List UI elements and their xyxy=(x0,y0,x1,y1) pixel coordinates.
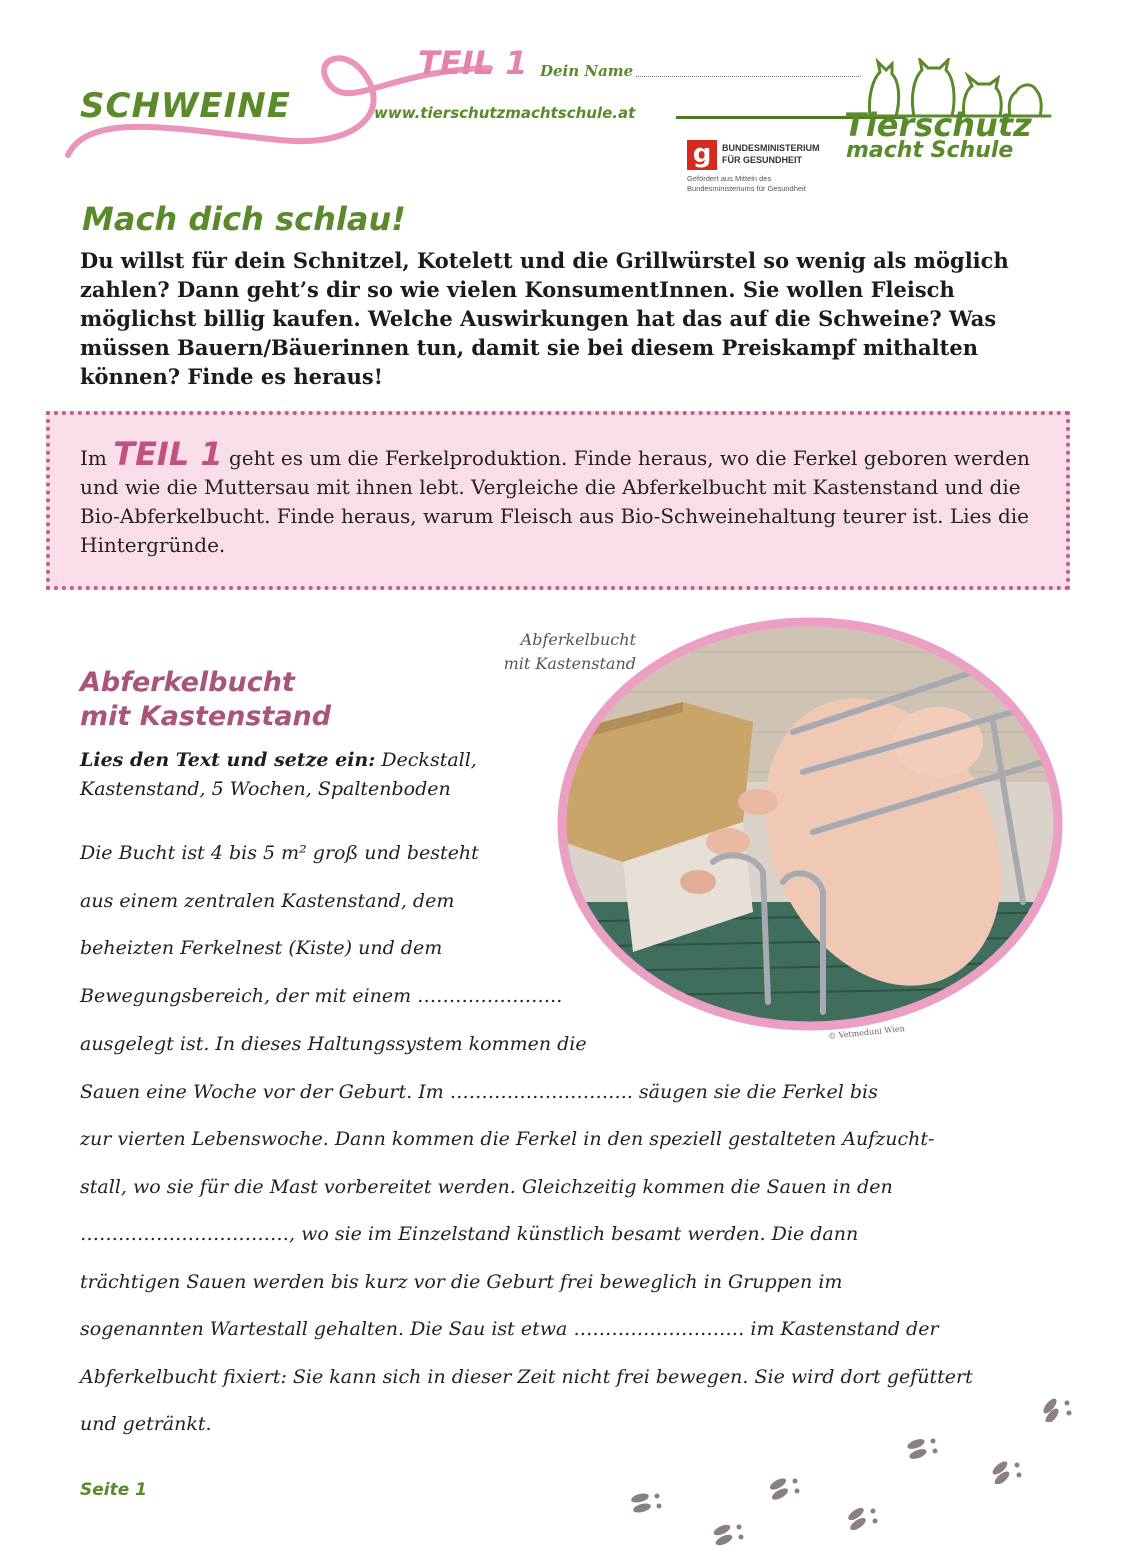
info-box-text: Im TEIL 1 geht es um die Ferkelproduktion. Finde heraus, wo die Ferkel geboren werden und wie die Muttersau mit ihnen lebt. Vergleiche die Abferkelbucht mit Kastenstand und die Bio-Abferkelbucht. Finde heraus, warum Fleisch aus Bio-Schweinehaltung teurer ist. Lies die Hintergründe. xyxy=(80,435,1030,557)
body-line: Die Bucht ist 4 bis 5 m² groß und besteht xyxy=(80,842,479,864)
section-heading: Abferkelbucht mit Kastenstand xyxy=(80,667,332,732)
website-url: www.tierschutzmachtschule.at xyxy=(374,104,636,122)
body-line-blank-2: Sauen eine Woche vor der Geburt. Im ……………………….. säugen sie die Ferkel bis xyxy=(80,1081,878,1103)
hoof-print-icon xyxy=(712,1522,746,1546)
part-label: TEIL 1 xyxy=(418,44,528,82)
photo-caption: Abferkelbucht mit Kastenstand xyxy=(503,630,636,673)
hoof-print-icon xyxy=(768,1476,802,1500)
body-line: und getränkt. xyxy=(80,1413,212,1435)
name-field-label: Dein Name xyxy=(540,62,634,80)
ministry-funding-note: Gefördert aus Mitteln des Bundesministeriums für Gesundheit xyxy=(687,174,806,193)
body-line: aus einem zentralen Kastenstand, dem xyxy=(80,890,455,912)
ministry-name: BUNDESMINISTERIUM FÜR GESUNDHEIT xyxy=(722,143,820,165)
body-line: Abferkelbucht fixiert: Sie kann sich in dieser Zeit nicht frei bewegen. Sie wird dort gefüttert xyxy=(80,1366,973,1388)
body-line-blank-1: Bewegungsbereich, der mit einem ………………….. xyxy=(80,985,563,1007)
info-box-highlight: TEIL 1 xyxy=(113,435,223,473)
body-line-blank-4: sogenannten Wartestall gehalten. Die Sau ist etwa ……………………… im Kastenstand der xyxy=(80,1318,939,1340)
intro-text: Du willst für dein Schnitzel, Kotelett und die Grillwürstel so wenig als möglich zahlen? Dann geht’s dir so wie vielen KonsumentInnen. Sie wollen Fleisch möglichst billig kaufen. Welche Auswirkungen hat das auf die Schweine? Was müssen Bauern/Bäuerinnen tun, damit sie bei diesem Preiskampf mithalten können? Finde es heraus! xyxy=(80,248,1009,389)
worksheet-title: SCHWEINE xyxy=(80,86,291,126)
farrowing-pen-photo xyxy=(553,612,1067,1036)
name-field-line[interactable] xyxy=(636,76,861,77)
intro-heading: Mach dich schlau! xyxy=(82,200,406,238)
hoof-print-icon xyxy=(990,1460,1024,1484)
hoof-print-icon xyxy=(846,1506,880,1530)
hoof-print-icon xyxy=(906,1436,940,1460)
body-line: zur vierten Lebenswoche. Dann kommen die Ferkel in den speziell gestalteten Aufzucht- xyxy=(80,1128,935,1150)
page-number: Seite 1 xyxy=(80,1480,148,1500)
body-line: ausgelegt ist. In dieses Haltungssystem kommen die xyxy=(80,1033,587,1055)
ministry-logo-icon: g xyxy=(687,140,717,170)
fill-in-instruction: Lies den Text und setze ein: Deckstall, Kastenstand, 5 Wochen, Spaltenboden xyxy=(80,749,477,800)
photo-credit: © Vetmeduni Wien xyxy=(827,1024,906,1041)
hoof-print-icon xyxy=(1040,1398,1074,1422)
body-line: stall, wo sie für die Mast vorbereitet werden. Gleichzeitig kommen die Sauen in den xyxy=(80,1176,893,1198)
body-line-blank-3: ……………………………, wo sie im Einzelstand künstlich besamt werden. Die dann xyxy=(80,1223,859,1245)
body-line: beheizten Ferkelnest (Kiste) und dem xyxy=(80,937,443,959)
body-line: trächtigen Sauen werden bis kurz vor die Geburt frei beweglich in Gruppen im xyxy=(80,1271,843,1293)
hoof-print-icon xyxy=(630,1490,664,1514)
tierschutz-logo-text: Tierschutz macht Schule xyxy=(844,106,1032,163)
